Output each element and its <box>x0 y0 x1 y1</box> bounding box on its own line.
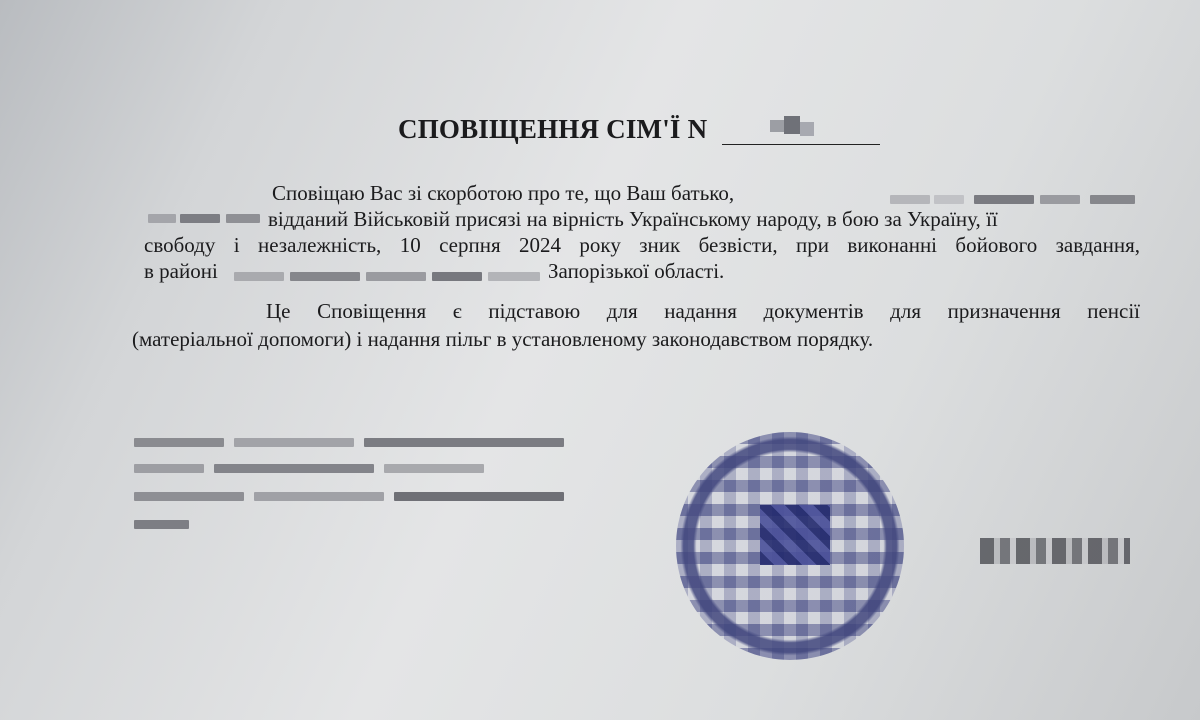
redacted-father-name-cont <box>148 212 264 226</box>
redacted-number-pixel <box>800 122 814 136</box>
document-title <box>398 114 880 145</box>
location-prefix-text: в районі <box>144 259 218 283</box>
redacted-signatory-block <box>134 434 574 544</box>
para1-line4-suffix <box>548 258 724 284</box>
stamp-emblem <box>760 505 830 565</box>
region-text: Запорізької області. <box>548 259 725 283</box>
redacted-father-name <box>890 193 1140 207</box>
para2-line2 <box>132 326 873 352</box>
para1-line3 <box>144 232 1140 258</box>
redacted-signature <box>980 538 1130 564</box>
notice-number-field <box>722 114 880 145</box>
para2-line1-text: Це Сповіщення є підставою для надання документів для призначення пенсії <box>266 299 1140 323</box>
redacted-location <box>234 270 544 284</box>
para1-line1 <box>272 180 734 206</box>
para1-line4-prefix <box>144 258 218 284</box>
redacted-number-pixel <box>784 116 800 134</box>
para1-line2 <box>268 206 998 232</box>
para1-line1-text: Сповіщаю Вас зі скорботою про те, що Ваш батько, <box>272 181 735 205</box>
para1-line2-text: відданий Військовій присязі на вірність Українському народу, в бою за Україну, її <box>268 207 998 231</box>
para1-line3-text: свободу і незалежність, 10 серпня 2024 року зник безвісти, при виконанні бойового завдання, <box>144 233 1140 257</box>
redacted-number-pixel <box>770 120 784 132</box>
title-text: СПОВІЩЕННЯ СІМ'Ї N <box>398 114 708 144</box>
para2-line2-text: (матеріальної допомоги) і надання пільг в установленому законодавством порядку. <box>132 327 874 351</box>
para2-line1 <box>266 298 1140 324</box>
